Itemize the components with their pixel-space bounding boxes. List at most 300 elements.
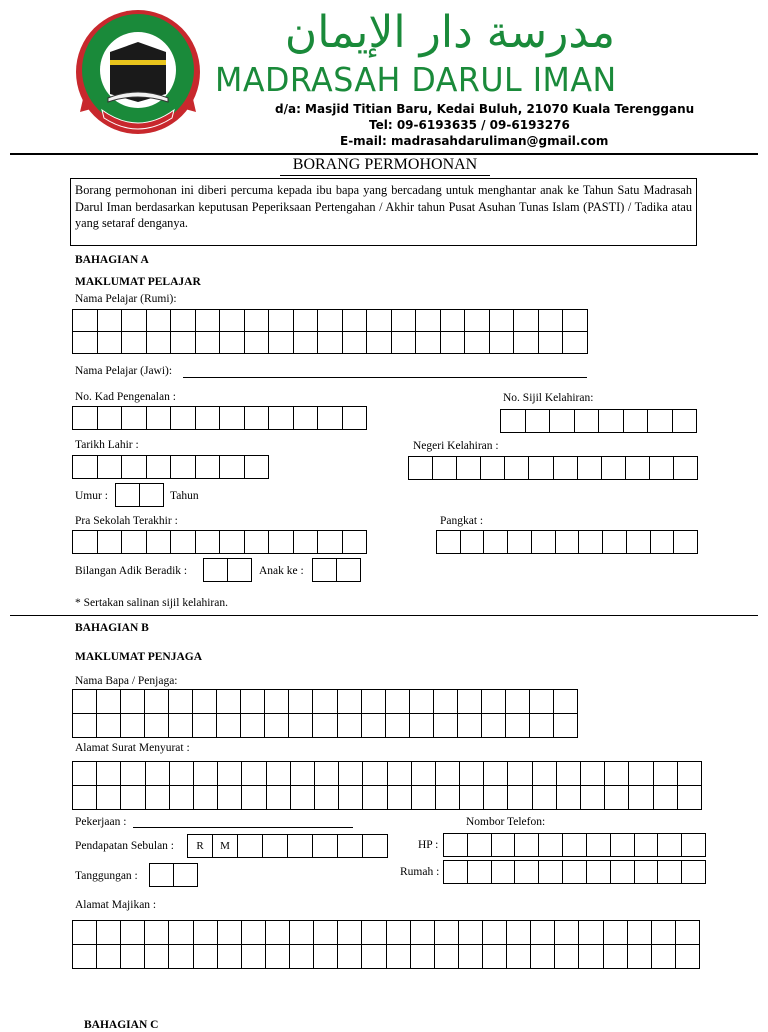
input-cell[interactable] [611,861,635,884]
input-cell[interactable] [338,714,362,738]
input-cell[interactable] [266,921,290,945]
nama-rumi-grid[interactable] [72,309,588,354]
input-cell[interactable] [73,762,97,786]
input-cell[interactable] [145,714,169,738]
input-cell[interactable] [461,531,485,554]
input-cell[interactable] [434,690,458,714]
input-cell[interactable] [508,531,532,554]
input-cell[interactable] [628,945,652,969]
input-cell[interactable] [676,921,700,945]
input-cell[interactable] [73,456,98,479]
input-cell[interactable] [650,457,674,480]
input-cell[interactable] [73,945,97,969]
input-cell[interactable] [315,786,339,810]
input-cell[interactable] [145,690,169,714]
input-cell[interactable] [557,762,581,786]
input-cell[interactable] [435,921,459,945]
input-cell[interactable] [266,945,290,969]
alamat-grid[interactable] [72,761,702,810]
input-cell[interactable] [482,714,506,738]
input-cell[interactable] [529,457,553,480]
input-cell[interactable] [460,786,484,810]
input-cell[interactable] [416,332,441,354]
input-cell[interactable] [678,786,702,810]
input-cell[interactable] [362,690,386,714]
input-cell[interactable] [122,531,147,554]
input-cell[interactable] [387,921,411,945]
input-cell[interactable] [204,559,228,582]
input-cell[interactable] [563,332,588,354]
nama-jawi-field[interactable] [183,377,587,378]
input-cell[interactable] [530,690,554,714]
input-cell[interactable] [483,921,507,945]
pra-sekolah-grid[interactable] [72,530,367,554]
input-cell[interactable] [318,332,343,354]
input-cell[interactable] [245,332,270,354]
input-cell[interactable] [550,410,575,433]
input-cell[interactable] [220,456,245,479]
input-cell[interactable] [194,945,218,969]
input-cell[interactable] [604,921,628,945]
input-cell[interactable] [604,945,628,969]
input-cell[interactable] [411,921,435,945]
input-cell[interactable] [367,332,392,354]
input-cell[interactable] [318,310,343,332]
input-cell[interactable] [242,921,266,945]
input-cell[interactable] [217,714,241,738]
input-cell[interactable] [220,531,245,554]
input-cell[interactable] [73,332,98,354]
input-cell[interactable] [387,945,411,969]
input-cell[interactable] [122,332,147,354]
input-cell[interactable] [194,762,218,786]
input-cell[interactable] [171,310,196,332]
input-cell[interactable] [563,834,587,857]
input-cell[interactable] [122,310,147,332]
input-cell[interactable] [436,786,460,810]
input-cell[interactable] [228,559,252,582]
input-cell[interactable] [563,861,587,884]
input-cell[interactable] [492,834,516,857]
pekerjaan-field[interactable] [133,827,353,828]
input-cell[interactable] [482,690,506,714]
input-cell[interactable] [605,762,629,786]
input-cell[interactable] [506,690,530,714]
input-cell[interactable] [265,690,289,714]
input-cell[interactable] [294,407,319,430]
input-cell[interactable] [579,921,603,945]
input-cell[interactable] [362,714,386,738]
input-cell[interactable] [635,834,659,857]
input-cell[interactable] [97,714,121,738]
input-cell[interactable] [174,864,198,887]
input-cell[interactable] [635,861,659,884]
input-cell[interactable] [627,531,651,554]
input-cell[interactable] [169,945,193,969]
input-cell[interactable] [98,456,123,479]
input-cell[interactable] [315,762,339,786]
input-cell[interactable] [343,332,368,354]
input-cell[interactable] [676,945,700,969]
input-cell[interactable] [145,945,169,969]
input-cell[interactable] [652,945,676,969]
input-cell[interactable] [121,945,145,969]
input-cell[interactable] [533,786,557,810]
input-cell[interactable] [531,945,555,969]
input-cell[interactable] [554,690,578,714]
input-cell[interactable] [147,531,172,554]
input-cell[interactable] [599,410,624,433]
input-cell[interactable] [515,834,539,857]
input-cell[interactable] [433,457,457,480]
input-cell[interactable] [196,456,221,479]
input-cell[interactable] [575,410,600,433]
input-cell[interactable] [73,714,97,738]
input-cell[interactable] [218,786,242,810]
input-cell[interactable] [218,945,242,969]
input-cell[interactable] [410,714,434,738]
input-cell[interactable] [412,786,436,810]
input-cell[interactable] [388,786,412,810]
input-cell[interactable] [484,531,508,554]
input-cell[interactable] [171,456,196,479]
input-cell[interactable] [507,945,531,969]
input-cell[interactable] [490,332,515,354]
input-cell[interactable] [97,786,121,810]
input-cell[interactable] [579,531,603,554]
input-cell[interactable] [73,921,97,945]
pangkat-grid[interactable] [436,530,698,554]
input-cell[interactable] [196,407,221,430]
input-cell[interactable] [392,332,417,354]
input-cell[interactable] [169,714,193,738]
bilangan-adik-grid[interactable] [203,558,252,582]
input-cell[interactable] [147,456,172,479]
input-cell[interactable] [605,786,629,810]
input-cell[interactable] [458,714,482,738]
input-cell[interactable] [412,762,436,786]
input-cell[interactable] [554,714,578,738]
input-cell[interactable] [465,332,490,354]
input-cell[interactable] [554,457,578,480]
input-cell[interactable] [658,834,682,857]
input-cell[interactable] [122,407,147,430]
input-cell[interactable] [410,690,434,714]
input-cell[interactable] [171,531,196,554]
input-cell[interactable] [171,407,196,430]
input-cell[interactable] [506,714,530,738]
input-cell[interactable] [556,531,580,554]
input-cell[interactable] [484,786,508,810]
input-cell[interactable] [97,690,121,714]
input-cell[interactable] [220,310,245,332]
input-cell[interactable] [73,310,98,332]
input-cell[interactable] [563,310,588,332]
input-cell[interactable] [98,531,123,554]
kad-pengenalan-grid[interactable] [72,406,367,430]
input-cell[interactable] [338,690,362,714]
sijil-kelahiran-grid[interactable] [500,409,697,433]
input-cell[interactable] [217,690,241,714]
input-cell[interactable] [147,310,172,332]
input-cell[interactable] [97,945,121,969]
input-cell[interactable] [196,332,221,354]
input-cell[interactable] [492,861,516,884]
input-cell[interactable] [539,834,563,857]
input-cell[interactable] [97,762,121,786]
input-cell[interactable] [508,762,532,786]
input-cell[interactable] [193,714,217,738]
umur-grid[interactable] [115,483,164,507]
input-cell[interactable] [658,861,682,884]
input-cell[interactable] [386,714,410,738]
input-cell[interactable] [121,714,145,738]
input-cell[interactable] [146,762,170,786]
input-cell[interactable] [269,310,294,332]
input-cell[interactable] [362,945,386,969]
input-cell[interactable] [652,921,676,945]
input-cell[interactable] [514,310,539,332]
input-cell[interactable] [465,310,490,332]
input-cell[interactable] [169,690,193,714]
input-cell[interactable] [73,407,98,430]
input-cell[interactable] [673,410,698,433]
input-cell[interactable] [682,834,706,857]
input-cell[interactable] [468,861,492,884]
input-cell[interactable] [291,762,315,786]
input-cell[interactable] [581,762,605,786]
input-cell[interactable] [557,786,581,810]
input-cell[interactable] [629,762,653,786]
input-cell[interactable] [193,690,217,714]
input-cell[interactable] [468,834,492,857]
input-cell[interactable] [218,762,242,786]
input-cell[interactable] [245,310,270,332]
input-cell[interactable] [294,310,319,332]
input-cell[interactable] [539,310,564,332]
input-cell[interactable] [314,945,338,969]
input-cell[interactable] [98,310,123,332]
input-cell[interactable] [73,531,98,554]
input-cell[interactable] [435,945,459,969]
input-cell[interactable] [220,407,245,430]
input-cell[interactable] [267,786,291,810]
input-cell[interactable] [654,762,678,786]
input-cell[interactable] [242,762,266,786]
input-cell[interactable] [269,332,294,354]
input-cell[interactable] [121,762,145,786]
input-cell[interactable] [363,786,387,810]
input-cell[interactable] [602,457,626,480]
input-cell[interactable] [458,690,482,714]
hp-grid[interactable] [443,833,706,857]
input-cell[interactable] [441,332,466,354]
input-cell[interactable] [343,531,368,554]
input-cell[interactable] [409,457,433,480]
input-cell[interactable] [169,921,193,945]
input-cell[interactable] [170,786,194,810]
input-cell[interactable] [267,762,291,786]
input-cell[interactable] [242,786,266,810]
input-cell[interactable] [318,531,343,554]
rumah-grid[interactable] [443,860,706,884]
input-cell[interactable] [533,762,557,786]
input-cell[interactable] [539,861,563,884]
input-cell[interactable] [457,457,481,480]
input-cell[interactable] [196,310,221,332]
input-cell[interactable] [196,531,221,554]
input-cell[interactable] [241,690,265,714]
input-cell[interactable] [674,457,698,480]
input-cell[interactable] [140,484,164,507]
alamat-majikan-grid[interactable] [72,920,700,969]
input-cell[interactable] [294,531,319,554]
input-cell[interactable] [145,921,169,945]
input-cell[interactable] [73,786,97,810]
input-cell[interactable] [265,714,289,738]
tarikh-lahir-grid[interactable] [72,455,269,479]
input-cell[interactable] [532,531,556,554]
input-cell[interactable] [624,410,649,433]
input-cell[interactable] [343,310,368,332]
input-cell[interactable] [444,861,468,884]
input-cell[interactable] [505,457,529,480]
input-cell[interactable] [313,559,337,582]
input-cell[interactable] [116,484,140,507]
input-cell[interactable] [290,921,314,945]
input-cell[interactable] [530,714,554,738]
input-cell[interactable] [515,861,539,884]
input-cell[interactable] [269,531,294,554]
input-cell[interactable] [674,531,698,554]
input-cell[interactable] [362,921,386,945]
input-cell[interactable] [150,864,174,887]
input-cell[interactable] [171,332,196,354]
input-cell[interactable] [555,921,579,945]
input-cell[interactable] [218,921,242,945]
input-cell[interactable] [170,762,194,786]
input-cell[interactable] [507,921,531,945]
input-cell[interactable] [245,407,270,430]
input-cell[interactable] [490,310,515,332]
input-cell[interactable] [654,786,678,810]
input-cell[interactable] [318,407,343,430]
input-cell[interactable] [242,945,266,969]
input-cell[interactable] [363,762,387,786]
input-cell[interactable] [343,407,368,430]
input-cell[interactable] [121,690,145,714]
input-cell[interactable] [146,786,170,810]
input-cell[interactable] [122,456,147,479]
input-cell[interactable] [194,786,218,810]
input-cell[interactable] [629,786,653,810]
input-cell[interactable] [289,690,313,714]
input-cell[interactable] [73,690,97,714]
anak-ke-grid[interactable] [312,558,361,582]
input-cell[interactable] [290,945,314,969]
input-cell[interactable] [220,332,245,354]
input-cell[interactable] [98,407,123,430]
input-cell[interactable] [587,834,611,857]
input-cell[interactable] [628,921,652,945]
input-cell[interactable] [121,921,145,945]
input-cell[interactable] [459,945,483,969]
input-cell[interactable] [579,945,603,969]
input-cell[interactable] [539,332,564,354]
input-cell[interactable] [416,310,441,332]
input-cell[interactable] [611,834,635,857]
input-cell[interactable] [194,921,218,945]
input-cell[interactable] [337,559,361,582]
input-cell[interactable] [444,834,468,857]
input-cell[interactable] [97,921,121,945]
pendapatan-grid[interactable] [187,834,388,858]
input-cell[interactable] [459,921,483,945]
input-cell[interactable] [682,861,706,884]
input-cell[interactable] [245,531,270,554]
input-cell[interactable] [578,457,602,480]
input-cell[interactable] [313,690,337,714]
input-cell[interactable] [147,407,172,430]
input-cell[interactable] [147,332,172,354]
input-cell[interactable] [434,714,458,738]
input-cell[interactable] [587,861,611,884]
input-cell[interactable] [678,762,702,786]
input-cell[interactable] [651,531,675,554]
nama-bapa-grid[interactable] [72,689,578,738]
input-cell[interactable] [460,762,484,786]
tanggungan-grid[interactable] [149,863,198,887]
input-cell[interactable] [481,457,505,480]
input-cell[interactable] [339,786,363,810]
input-cell[interactable] [436,762,460,786]
input-cell[interactable] [483,945,507,969]
input-cell[interactable] [648,410,673,433]
input-cell[interactable] [388,762,412,786]
input-cell[interactable] [441,310,466,332]
input-cell[interactable] [241,714,265,738]
input-cell[interactable] [313,714,337,738]
input-cell[interactable] [121,786,145,810]
input-cell[interactable] [338,945,362,969]
input-cell[interactable] [291,786,315,810]
input-cell[interactable] [392,310,417,332]
input-cell[interactable] [245,456,270,479]
input-cell[interactable] [508,786,532,810]
input-cell[interactable] [294,332,319,354]
input-cell[interactable] [581,786,605,810]
input-cell[interactable] [367,310,392,332]
negeri-kelahiran-grid[interactable] [408,456,698,480]
input-cell[interactable] [269,407,294,430]
input-cell[interactable] [484,762,508,786]
input-cell[interactable] [338,921,362,945]
input-cell[interactable] [98,332,123,354]
input-cell[interactable] [386,690,410,714]
input-cell[interactable] [603,531,627,554]
input-cell[interactable] [531,921,555,945]
input-cell[interactable] [339,762,363,786]
input-cell[interactable] [514,332,539,354]
input-cell[interactable] [555,945,579,969]
input-cell[interactable] [437,531,461,554]
input-cell[interactable] [411,945,435,969]
input-cell[interactable] [526,410,551,433]
input-cell[interactable] [289,714,313,738]
input-cell[interactable] [501,410,526,433]
input-cell[interactable] [314,921,338,945]
input-cell[interactable] [626,457,650,480]
